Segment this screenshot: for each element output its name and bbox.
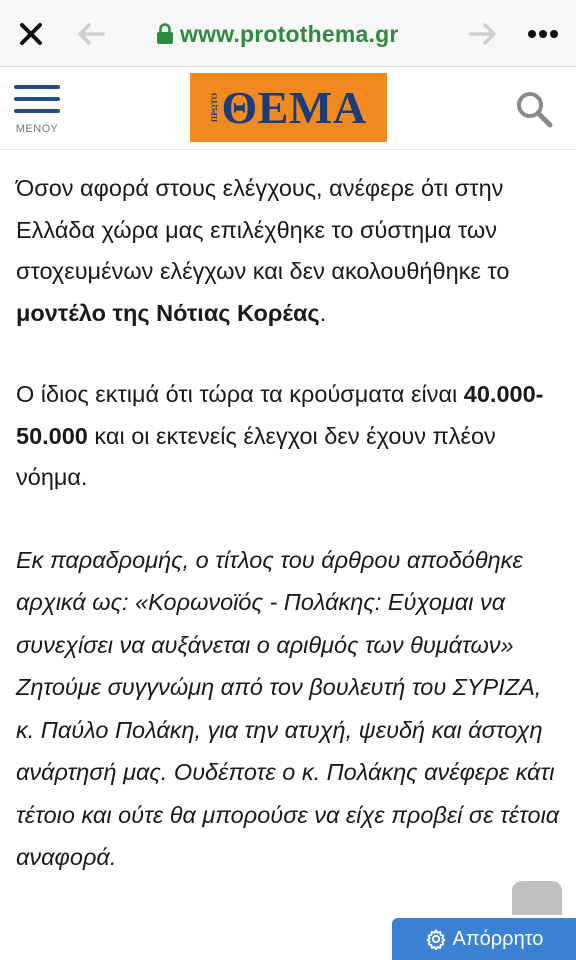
paragraph-cases <box>16 374 564 499</box>
back-arrow-icon[interactable] <box>74 17 108 51</box>
paragraph-text: και οι εκτενείς έλεγχοι δεν έχουν πλέον νόημα. <box>16 422 496 490</box>
hamburger-bar <box>14 97 60 101</box>
privacy-button[interactable] <box>392 918 576 960</box>
bold-phrase: μοντέλο της Νότιας Κορέας <box>16 299 320 326</box>
browser-toolbar <box>0 0 576 67</box>
logo-main-text: ΘΕΜΑ <box>221 81 367 133</box>
address-bar[interactable] <box>156 18 399 50</box>
paragraph-tests <box>16 168 564 334</box>
hamburger-bar <box>14 109 60 113</box>
forward-arrow-icon[interactable] <box>466 17 500 51</box>
scroll-to-top-tab[interactable] <box>512 881 562 915</box>
menu-button[interactable] <box>12 85 62 141</box>
paragraph-correction: Εκ παραδρομής, ο τίτλος του άρθρου αποδόθηκε αρχικά ως: «Κορωνοϊός - Πολάκης: Εύχομαι να συνεχίσει να αυξάνεται ο αριθμός των θυμάτων» Ζητούμε συγγνώμη από τον βουλευτή του ΣΥΡΙΖΑ, κ. Παύλο Πολάκη, για την ατυχή, ψευδή και άστοχη ανάρτησή μας. Ουδέποτε ο κ. Πολάκης ανέφερε κάτι τέτοιο και ούτε θα μπορούσε να είχε προβεί σε τέτοια αναφορά. <box>16 546 560 870</box>
site-logo[interactable] <box>190 73 387 142</box>
logo-small-text: ΠΡΩΤΟ <box>210 93 220 122</box>
lock-icon <box>156 23 174 45</box>
hamburger-icon <box>14 85 60 89</box>
menu-label: ΜΕΝΟΥ <box>15 123 59 135</box>
bold-number: 40.000-50.000 <box>16 381 544 449</box>
url-text: www.protothema.gr <box>180 20 399 47</box>
close-icon[interactable] <box>14 17 48 51</box>
paragraph-text: . <box>319 299 327 326</box>
paragraph-text: Όσον αφορά στους ελέγχους, ανέφερε ότι στην Ελλάδα χώρα μας επιλέχθηκε το σύστημα των στοχευμένων ελέγχων και δεν ακολουθήθηκε το <box>16 175 510 284</box>
gear-icon <box>425 928 447 950</box>
search-icon[interactable] <box>514 89 554 129</box>
article-body <box>16 168 564 879</box>
site-header <box>0 67 576 150</box>
privacy-label: Απόρρητο <box>452 927 544 950</box>
paragraph-text: Ο ίδιος εκτιμά ότι τώρα τα κρούσματα είναι <box>16 381 464 407</box>
more-icon[interactable] <box>526 17 560 51</box>
